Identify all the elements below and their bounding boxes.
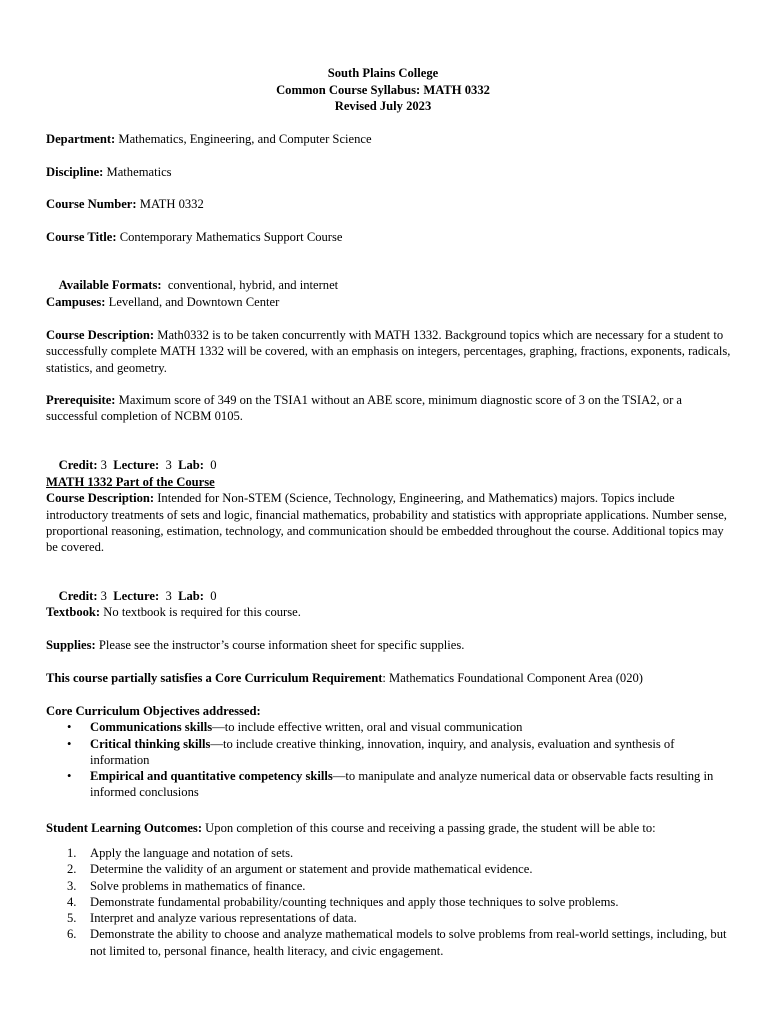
- department-value: Mathematics, Engineering, and Computer Science: [115, 132, 372, 146]
- revision-date: Revised July 2023: [334, 99, 432, 114]
- list-item: [46, 768, 736, 801]
- lecture-value: 3: [159, 458, 175, 473]
- objective-title: Empirical and quantitative competency skills: [90, 769, 333, 784]
- lecture-value: 3: [159, 589, 175, 604]
- math1332-section: [46, 474, 736, 555]
- formats-value: conventional, hybrid, and internet: [161, 278, 339, 293]
- list-item: [46, 926, 736, 959]
- objective-text: —to include creative thinking, innovation, inquiry, and analysis, evaluation and synthesis of information: [90, 736, 675, 767]
- course-number-label: Course Number:: [46, 197, 137, 211]
- course-description-label: Course Description:: [46, 328, 155, 342]
- outcome-text: Interpret and analyze various representations of data.: [90, 911, 357, 926]
- core-objectives-list: [46, 719, 736, 800]
- discipline-value: Mathematics: [103, 165, 172, 179]
- outcome-number: 3.: [67, 878, 77, 893]
- campuses-field: [46, 294, 736, 310]
- outcome-number: 6.: [67, 927, 77, 942]
- outcome-text: Demonstrate fundamental probability/counting techniques and apply those techniques to solve problems.: [90, 894, 619, 909]
- credit-value: 3: [97, 458, 111, 473]
- textbook-label: Textbook:: [46, 605, 101, 619]
- textbook-field: [46, 604, 736, 620]
- discipline-field: [46, 164, 736, 180]
- learning-outcomes-list: [46, 845, 736, 959]
- course-description-text: Math0332 is to be taken concurrently with MATH 1332. Background topics which are necessary for a student to successfully complete MATH 1332 will be covered, with an emphasis on integers, percentages, graphing, fractions, exponents, radicals, statistics, and geometry.: [46, 328, 731, 375]
- math1332-description-text: Intended for Non-STEM (Science, Technology, Engineering, and Mathematics) majors. Topics include introductory treatments of sets and logic, financial mathematics, probability and statistics with appropriate applications. Number sense, proportional reasoning, estimation, technology, and communication should be embedded throughout the course. Additional topics may be covered.: [46, 491, 727, 555]
- prerequisite-text: Maximum score of 349 on the TSIA1 without an ABE score, minimum diagnostic score of 3 on the TSIA2, or a successful completion of NCBM 0105.: [46, 393, 683, 424]
- core-objectives-section: [46, 703, 736, 801]
- course-number-field: [46, 196, 736, 212]
- supplies-value: Please see the instructor’s course information sheet for specific supplies.: [95, 638, 465, 652]
- lab-value: 0: [204, 589, 217, 604]
- math1332-heading: MATH 1332 Part of the Course: [46, 475, 215, 489]
- bullet-icon: •: [67, 736, 72, 751]
- course-description-field: [46, 327, 736, 376]
- outcome-text: Solve problems in mathematics of finance.: [90, 878, 306, 893]
- learning-outcomes-label: Student Learning Outcomes:: [46, 821, 203, 835]
- list-item: [46, 719, 736, 735]
- core-requirement-label: This course partially satisfies a Core Curriculum Requirement: [46, 671, 383, 685]
- course-number-value: MATH 0332: [136, 197, 204, 211]
- bullet-icon: •: [67, 720, 72, 735]
- lab-label: Lab:: [174, 589, 204, 604]
- objective-text: —to manipulate and analyze numerical data or observable facts resulting in informed conclusions: [90, 769, 714, 800]
- learning-outcomes-text: Upon completion of this course and receiving a passing grade, the student will be able to:: [202, 821, 656, 835]
- campuses-label: Campuses:: [46, 295, 106, 309]
- core-objectives-heading: Core Curriculum Objectives addressed:: [46, 704, 261, 718]
- supplies-label: Supplies:: [46, 638, 96, 652]
- lecture-label: Lecture:: [110, 458, 160, 473]
- list-item: [46, 861, 736, 877]
- credit-label: Credit:: [58, 589, 98, 604]
- bullet-icon: •: [67, 769, 72, 784]
- lecture-label: Lecture:: [110, 589, 160, 604]
- document-header: [0, 65, 766, 115]
- course-title-label: Course Title:: [46, 230, 117, 244]
- prerequisite-label: Prerequisite:: [46, 393, 116, 407]
- learning-outcomes-intro: [46, 820, 736, 836]
- course-title-value: Contemporary Mathematics Support Course: [116, 230, 343, 244]
- outcome-text: Apply the language and notation of sets.: [90, 846, 294, 860]
- course-title-field: [46, 229, 736, 245]
- outcome-text: Demonstrate the ability to choose and analyze mathematical models to solve problems from real-world settings, including, but not limited to, personal finance, health literacy, and civic engagement.: [90, 927, 727, 958]
- supplies-field: [46, 637, 736, 653]
- list-item: [46, 845, 736, 861]
- department-label: Department:: [46, 132, 116, 146]
- outcome-number: 2.: [67, 862, 77, 877]
- lab-value: 0: [204, 458, 217, 473]
- core-requirement-field: [46, 670, 736, 686]
- learning-outcomes-section: [46, 845, 736, 959]
- outcome-number: 5.: [67, 911, 77, 926]
- credit-value: 3: [97, 589, 111, 604]
- list-item: [46, 736, 736, 769]
- college-name: South Plains College: [327, 66, 439, 80]
- discipline-label: Discipline:: [46, 165, 104, 179]
- department-field: [46, 131, 736, 147]
- formats-label: Available Formats:: [58, 278, 162, 293]
- prerequisite-field: [46, 392, 736, 425]
- math1332-description-label: Course Description:: [46, 491, 155, 506]
- list-item: [46, 878, 736, 894]
- credit-label: Credit:: [58, 458, 98, 473]
- outcome-number: 4.: [67, 894, 77, 909]
- objective-title: Communications skills: [90, 720, 213, 735]
- core-requirement-value: : Mathematics Foundational Component Area (020): [382, 671, 643, 685]
- outcome-text: Determine the validity of an argument or statement and provide mathematical evidence.: [90, 862, 533, 877]
- math1332-description: [46, 490, 736, 555]
- textbook-value: No textbook is required for this course.: [100, 605, 301, 619]
- list-item: [46, 894, 736, 910]
- outcome-number: 1.: [67, 846, 77, 860]
- lab-label: Lab:: [174, 458, 204, 473]
- objective-title: Critical thinking skills: [90, 736, 211, 751]
- campuses-value: Levelland, and Downtown Center: [105, 295, 280, 309]
- objective-text: —to include effective written, oral and visual communication: [212, 720, 523, 735]
- syllabus-title: Common Course Syllabus: MATH 0332: [276, 82, 490, 97]
- list-item: [46, 910, 736, 926]
